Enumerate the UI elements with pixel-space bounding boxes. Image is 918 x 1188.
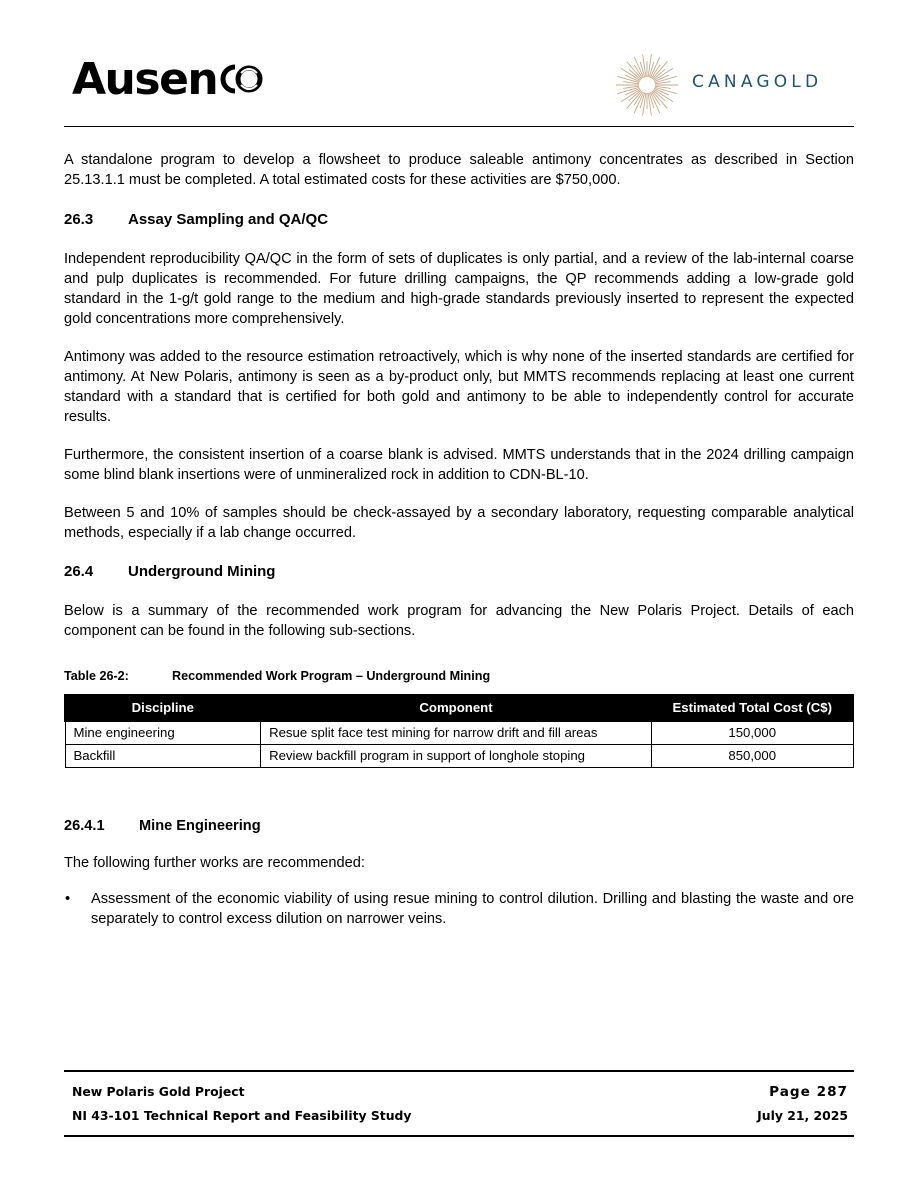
canagold-logo — [614, 48, 844, 124]
work-program-table — [64, 694, 854, 768]
footer-report: NI 43-101 Technical Report and Feasibility Study — [72, 1108, 412, 1123]
paragraph: Between 5 and 10% of samples should be check-assayed by a secondary laboratory, requesting comparable analytical methods, especially if a lab change occurred. — [64, 505, 854, 541]
page-header — [64, 48, 854, 128]
footer-date: July 21, 2025 — [757, 1108, 848, 1123]
table-cell: Review backfill program in support of longhole stoping — [261, 745, 652, 768]
section-number: 26.4.1 — [64, 818, 105, 834]
section-heading-26-4 — [64, 562, 854, 582]
ausenco-logo: Ausen — [72, 58, 263, 102]
table-cell: Backfill — [65, 745, 261, 768]
table-header-row — [65, 695, 853, 721]
column-header-component: Component — [261, 695, 652, 721]
intro-paragraph: A standalone program to develop a flowsheet to produce saleable antimony concentrates as described in Section 25.13.1.1 must be completed. A total estimated costs for these activities are $750,000. — [64, 152, 854, 188]
list-item — [64, 889, 854, 929]
table-caption-number: Table 26-2: — [64, 669, 129, 683]
table-caption — [64, 666, 854, 686]
bullet-list — [64, 889, 854, 929]
section-title: Assay Sampling and QA/QC — [128, 211, 329, 228]
section-title: Mine Engineering — [139, 818, 261, 834]
ausenco-co-mark-icon — [217, 61, 263, 97]
page-footer — [72, 1084, 848, 1132]
table-cell: Resue split face test mining for narrow drift and fill areas — [261, 721, 652, 745]
section-heading-26-4-1 — [64, 816, 854, 836]
paragraph: Independent reproducibility QA/QC in the form of sets of duplicates is only partial, and a review of the lab-internal coarse and pulp duplicates is recommended. For future drilling campaigns, the QP recommends adding a low-grade gold standard in the 1-g/t gold range to the medium and high-grade standards previously inserted to represent the expected gold concentrations more comprehensively. — [64, 251, 854, 327]
paragraph: Below is a summary of the recommended work program for advancing the New Polaris Project. Details of each component can be found in the following sub-sections. — [64, 603, 854, 639]
section-heading-26-3 — [64, 210, 854, 230]
canagold-wordmark: CANAGOLD — [692, 72, 823, 92]
bullet-icon: • — [65, 891, 71, 907]
table-cell: 150,000 — [651, 721, 853, 745]
document-body — [64, 150, 854, 929]
footer-project: New Polaris Gold Project — [72, 1084, 245, 1099]
paragraph: Antimony was added to the resource estimation retroactively, which is why none of the inserted standards are certified for antimony. At New Polaris, antimony is seen as a by-product only, but MMTS recommends replacing at least one current standard with a standard that is certified for both gold and antimony to be able to independently control for accurate results. — [64, 349, 854, 425]
column-header-discipline: Discipline — [65, 695, 261, 721]
column-header-cost: Estimated Total Cost (C$) — [651, 695, 853, 721]
footer-divider-bottom — [64, 1135, 854, 1137]
table-cell: Mine engineering — [65, 721, 261, 745]
table-caption-title: Recommended Work Program – Underground Mining — [172, 669, 491, 683]
page-number: Page 287 — [769, 1084, 848, 1100]
table-row — [65, 745, 853, 768]
sunburst-icon — [614, 52, 680, 118]
section-title: Underground Mining — [128, 563, 276, 580]
table-cell: 850,000 — [651, 745, 853, 768]
paragraph: Furthermore, the consistent insertion of a coarse blank is advised. MMTS understands that in the 2024 drilling campaign some blind blank insertions were of unmineralized rock in addition to CDN-BL-10. — [64, 447, 854, 483]
list-item-text: Assessment of the economic viability of using resue mining to control dilution. Drilling and blasting the waste and ore separately to control excess dilution on narrower veins. — [91, 891, 854, 927]
header-divider — [64, 126, 854, 127]
table-row — [65, 721, 853, 745]
section-number: 26.4 — [64, 563, 94, 580]
paragraph: The following further works are recommended: — [64, 855, 365, 871]
section-number: 26.3 — [64, 211, 94, 228]
footer-divider-top — [64, 1070, 854, 1072]
